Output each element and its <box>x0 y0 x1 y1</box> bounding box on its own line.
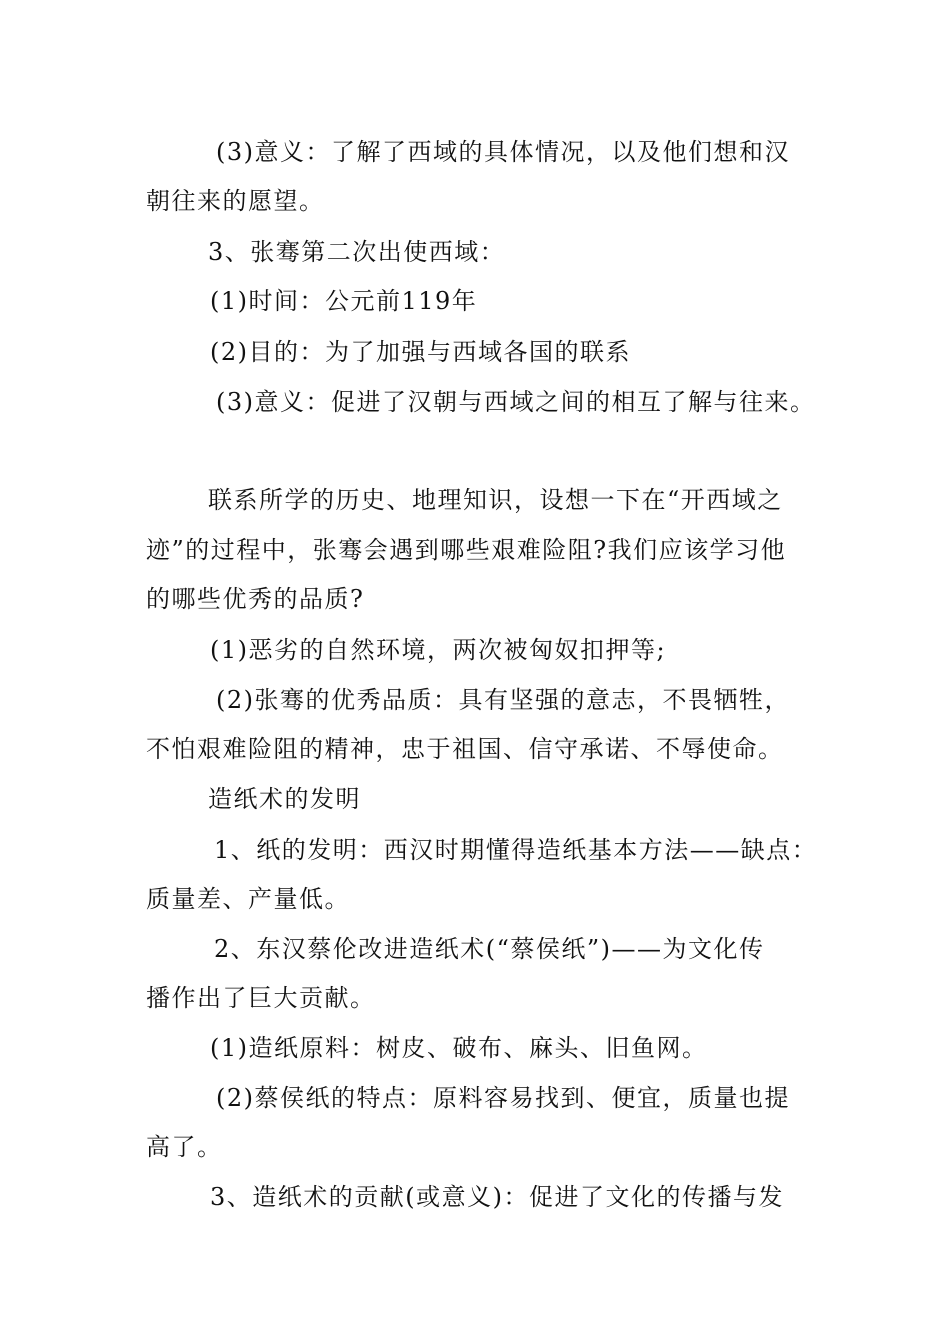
text-line-20: 高了。 <box>146 1133 223 1161</box>
text-line-4: (1)时间：公元前119年 <box>210 287 478 315</box>
text-line-5: (2)目的：为了加强与西域各国的联系 <box>210 338 631 366</box>
section-heading-papermaking: 造纸术的发明 <box>208 785 361 813</box>
text-line-8: 迹”的过程中，张骞会遇到哪些艰难险阻?我们应该学习他 <box>146 536 787 564</box>
text-line-6: (3)意义：促进了汉朝与西域之间的相互了解与往来。 <box>216 388 816 416</box>
text-line-1: (3)意义：了解了西域的具体情况，以及他们想和汉 <box>216 138 790 166</box>
text-line-14: 1、纸的发明：西汉时期懂得造纸基本方法——缺点： <box>214 836 818 864</box>
text-line-12: 不怕艰难险阻的精神，忠于祖国、信守承诺、不辱使命。 <box>146 735 784 763</box>
text-line-9: 的哪些优秀的品质? <box>146 585 365 613</box>
text-line-15: 质量差、产量低。 <box>146 885 350 913</box>
text-line-19: (2)蔡侯纸的特点：原料容易找到、便宜，质量也提 <box>216 1084 790 1112</box>
text-line-16: 2、东汉蔡伦改进造纸术(“蔡侯纸”)——为文化传 <box>214 935 765 963</box>
text-line-17: 播作出了巨大贡献。 <box>146 984 376 1012</box>
text-line-11: (2)张骞的优秀品质：具有坚强的意志，不畏牺牲， <box>216 686 790 714</box>
text-line-21: 3、造纸术的贡献(或意义)：促进了文化的传播与发 <box>210 1183 784 1211</box>
text-line-2: 朝往来的愿望。 <box>146 187 325 215</box>
text-line-10: (1)恶劣的自然环境，两次被匈奴扣押等; <box>210 636 667 664</box>
text-line-3: 3、张骞第二次出使西域： <box>208 238 506 266</box>
text-line-7: 联系所学的历史、地理知识，设想一下在“开西域之 <box>208 486 783 514</box>
text-line-18: (1)造纸原料：树皮、破布、麻头、旧鱼网。 <box>210 1034 708 1062</box>
